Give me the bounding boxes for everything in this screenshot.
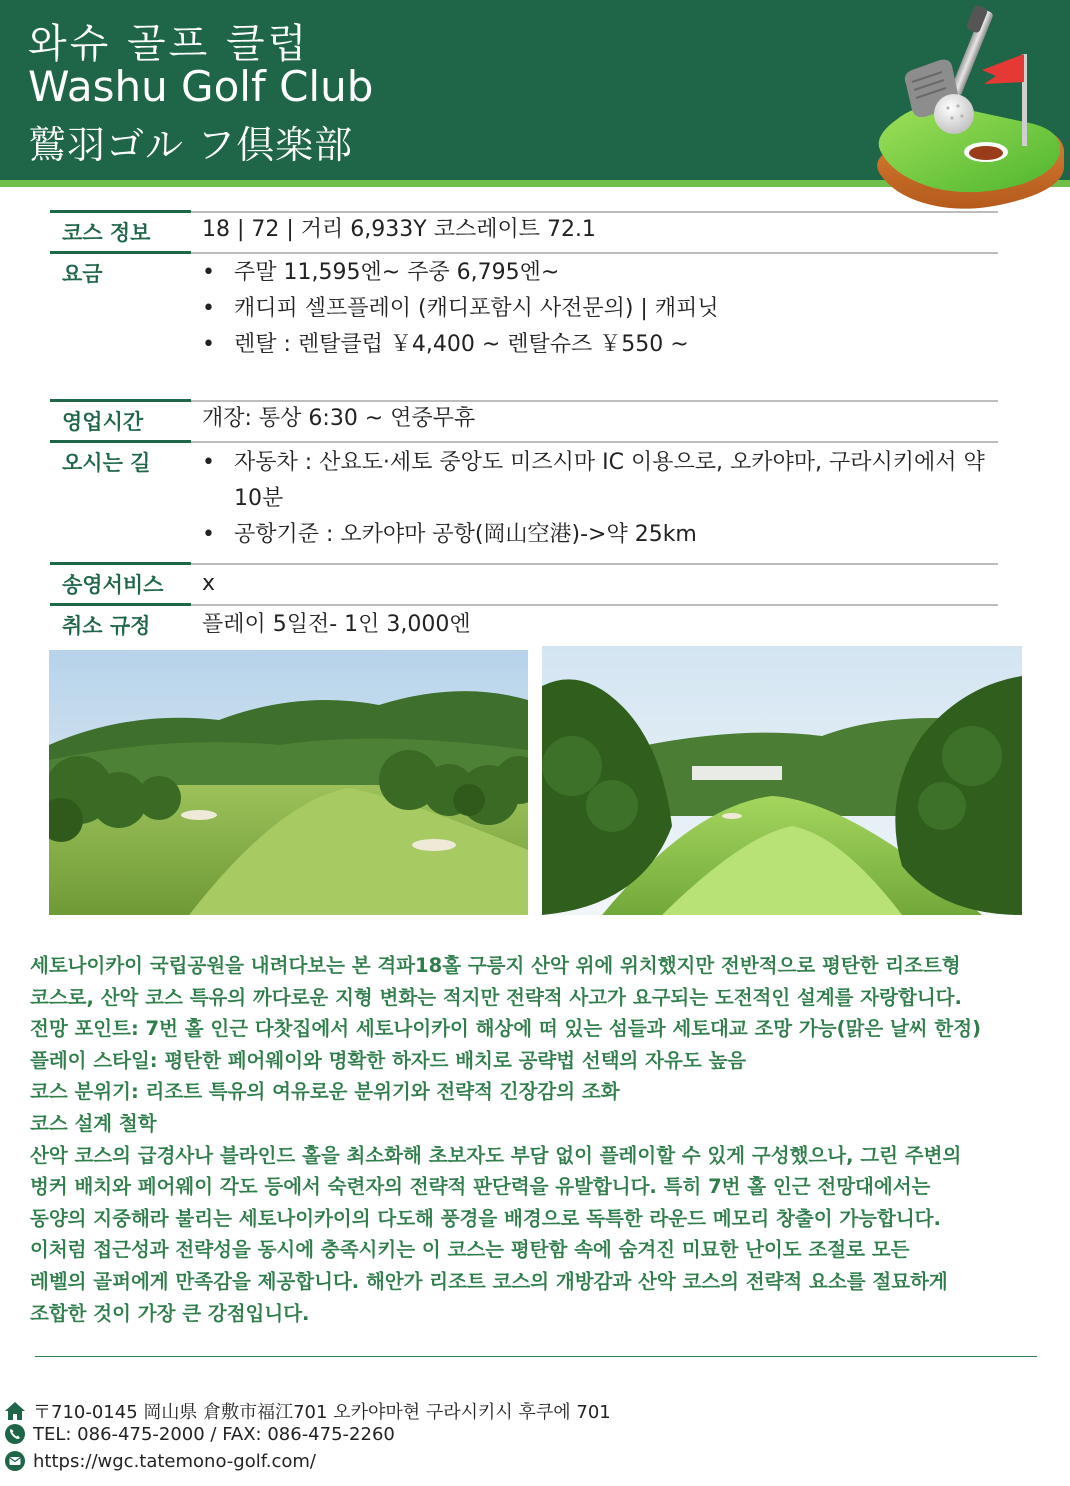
course-description [30, 950, 1060, 1329]
value-shuttle: x [202, 571, 216, 596]
value-directions [202, 445, 992, 553]
footer-divider [35, 1356, 1037, 1357]
row-divider [191, 252, 998, 254]
title-korean: 와슈 골프 클럽 [28, 21, 310, 67]
value-cancellation: 플레이 5일전- 1인 3,000엔 [202, 612, 471, 637]
fee-weekend-weekday: • 주말 11,595엔~ 주중 6,795엔~ [202, 255, 992, 291]
description-line: 코스로, 산악 코스 특유의 까다로운 지형 변화는 적지만 전략적 사고가 요구되는 도전적인 설계를 자랑합니다. [30, 985, 962, 1009]
description-line: 플레이 스타일: 평탄한 페어웨이와 명확한 하자드 배치로 공략법 선택의 자유도 높음 [30, 1048, 747, 1072]
phone-text: TEL: 086-475-2000 / FAX: 086-475-2260 [33, 1423, 395, 1445]
description-line: 이처럼 접근성과 전략성을 동시에 충족시키는 이 코스는 평탄함 속에 숨겨진 미묘한 난이도 조절로 모든 [30, 1238, 910, 1262]
address-text: 〒710-0145 岡山県 倉敷市福江701 오카야마현 구라시키시 후쿠에 701 [33, 1402, 611, 1423]
value-fees [202, 255, 992, 363]
fee-rental: • 렌탈 : 렌탈클럽 ￥4,400 ~ 렌탈슈즈 ￥550 ~ [202, 327, 992, 363]
description-line: 코스 분위기: 리조트 특유의 여유로운 분위기와 전략적 긴장감의 조화 [30, 1080, 620, 1104]
row-divider [191, 441, 998, 443]
directions-car: • 자동차 : 산요도·세토 중앙도 미즈시마 IC 이용으로, 오카야마, 구라시키에서 약10분 [202, 445, 992, 517]
description-line: 전망 포인트: 7번 홀 인근 다찻집에서 세토나이카이 해상에 떠 있는 섬들과 세토대교 조망 가능(맑은 날씨 한정) [30, 1017, 982, 1041]
label-hours: 영업시간 [50, 399, 191, 436]
contact-website[interactable] [4, 1450, 316, 1472]
description-line: 조합한 것이 가장 큰 강점입니다. [30, 1301, 310, 1325]
label-course-info: 코스 정보 [50, 210, 191, 247]
home-icon [4, 1400, 26, 1422]
description-line: 세토나이카이 국립공원을 내려다보는 본 격파18홀 구릉지 산악 위에 위치했지만 전반적으로 평탄한 리조트형 [30, 954, 961, 977]
title-english: Washu Golf Club [28, 62, 374, 111]
label-cancellation: 취소 규정 [50, 603, 191, 640]
description-line: 산악 코스의 급경사나 블라인드 홀을 최소화해 초보자도 부담 없이 플레이할 수 있게 구성했으나, 그린 주변의 [30, 1143, 962, 1167]
description-line: 벙커 배치와 페어웨이 각도 등에서 숙련자의 전략적 판단력을 유발합니다. 특히 7번 홀 인근 전망대에서는 [30, 1175, 931, 1199]
course-photo-right [542, 646, 1022, 915]
description-line: 레벨의 골퍼에게 만족감을 제공합니다. 해안가 리조트 코스의 개방감과 산악 코스의 전략적 요소를 절묘하게 [30, 1269, 948, 1293]
title-japanese: 鷲羽ゴル フ倶楽部 [28, 123, 354, 167]
label-fees: 요금 [50, 251, 191, 288]
contact-address [4, 1398, 611, 1424]
row-divider [191, 563, 998, 565]
description-line: 코스 설계 철학 [30, 1111, 157, 1135]
golf-club-ball-flag-icon [866, 2, 1070, 212]
description-line: 동양의 지중해라 불리는 세토나이카이의 다도해 풍경을 배경으로 독특한 라운드 메모리 창출이 가능합니다. [30, 1206, 941, 1230]
mail-icon [4, 1450, 26, 1472]
label-directions: 오시는 길 [50, 440, 191, 477]
row-divider [191, 604, 998, 606]
value-course-info: 18 | 72 | 거리 6,933Y 코스레이트 72.1 [202, 217, 596, 242]
phone-icon [4, 1423, 26, 1445]
fee-caddie: • 캐디피 셀프플레이 (캐디포함시 사전문의) | 캐피닛 [202, 291, 992, 327]
contact-phone [4, 1423, 395, 1445]
course-photo-left [49, 650, 528, 915]
website-link[interactable]: https://wgc.tatemono-golf.com/ [33, 1450, 316, 1472]
value-hours: 개장: 통상 6:30 ~ 연중무휴 [202, 406, 476, 431]
label-shuttle: 송영서비스 [50, 562, 191, 599]
directions-airport: • 공항기준 : 오카야마 공항(岡山空港)->약 25km [202, 517, 992, 553]
